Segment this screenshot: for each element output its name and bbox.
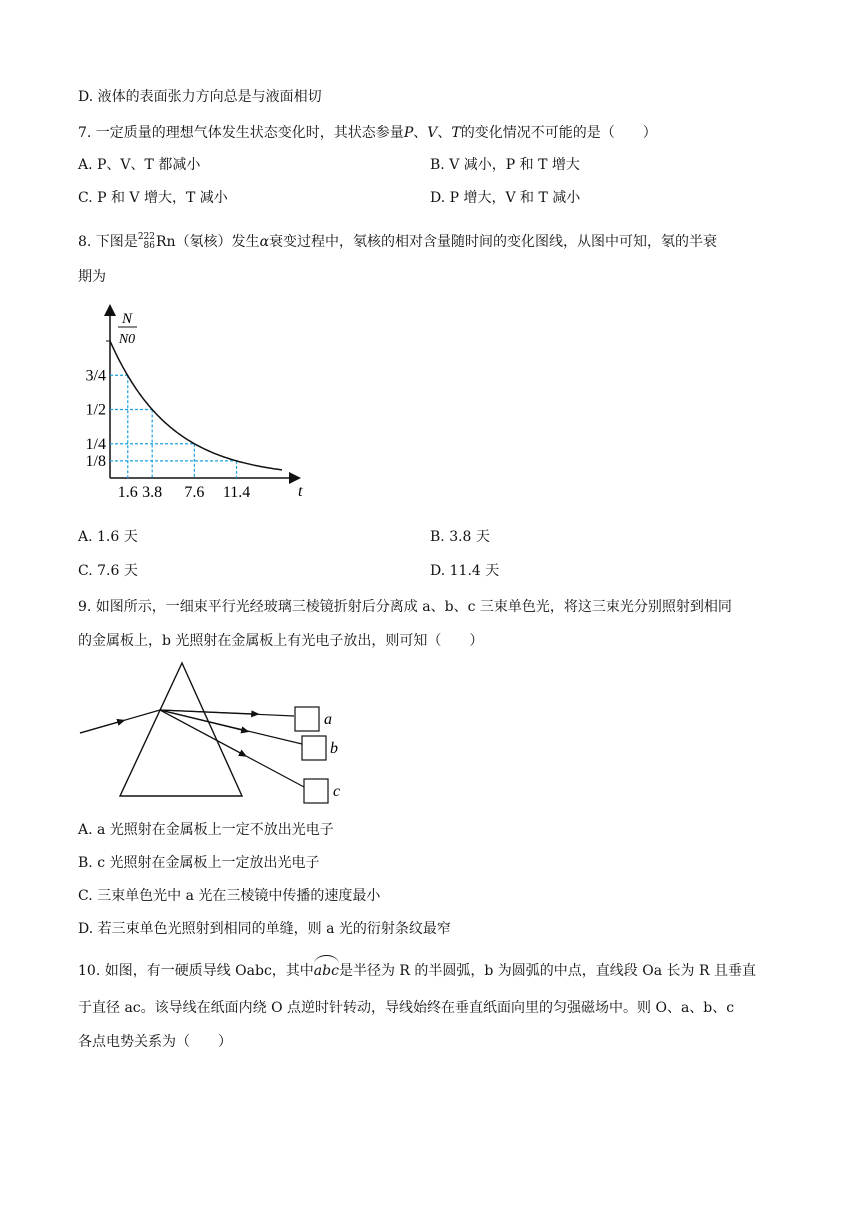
q7-stem-pre: 7. 一定质量的理想气体发生状态变化时，其状态参量 xyxy=(78,125,404,141)
prism xyxy=(120,663,242,796)
q7-stem xyxy=(78,123,657,143)
decay-curve xyxy=(110,341,282,470)
q8-mass-number: 222 xyxy=(137,232,155,242)
q10-stem-pre: 10. 如图，有一硬质导线 Oabc，其中 xyxy=(78,963,314,979)
label-c: c xyxy=(333,783,341,800)
q8-stem-pre: 8. 下图是 xyxy=(78,234,138,250)
y-tick-label: 1/8 xyxy=(85,452,106,470)
q9-option-b[interactable]: B. c 光照射在金属板上一定放出光电子 xyxy=(78,855,320,871)
prism-diagram xyxy=(76,655,366,810)
q7-option-b[interactable]: B. V 减小，P 和 T 增大 xyxy=(430,157,580,173)
x-axis-label: t xyxy=(298,483,303,500)
q7-var-p: P xyxy=(403,125,414,141)
x-tick-labels xyxy=(118,484,250,501)
q10-stem-line2: 于直径 ac。该导线在纸面内绕 O 点逆时针转动，导线始终在垂直纸面向里的匀强磁场中。则 O、a、b、c xyxy=(78,1000,735,1016)
x-tick-label: 3.8 xyxy=(142,484,163,501)
y-tick-label: 3/4 xyxy=(85,367,106,385)
q10-stem-line1 xyxy=(78,961,756,981)
decay-chart xyxy=(70,300,320,510)
guide-lines xyxy=(106,341,237,478)
metal-plate-a xyxy=(295,707,319,731)
q10-arc-label: abc xyxy=(313,963,339,979)
q8-atomic-number: 86 xyxy=(143,241,155,251)
q10-stem-post: 是半径为 R 的半圆弧，b 为圆弧的中点，直线段 Oa 长为 R 且垂直 xyxy=(338,963,756,979)
q8-nuclide-numbers xyxy=(138,233,155,251)
y-axis-label-den: N0 xyxy=(118,332,136,347)
q8-element: Rn xyxy=(156,234,176,250)
q9-stem-line1: 9. 如图所示，一细束平行光经玻璃三棱镜折射后分离成 a、b、c 三束单色光，将这三束光分别照射到相同 xyxy=(78,599,732,615)
x-tick-label: 1.6 xyxy=(117,484,138,501)
label-a: a xyxy=(324,711,332,728)
x-tick-label: 7.6 xyxy=(184,484,205,501)
q8-stem-mid: （氡核）发生 xyxy=(175,234,260,250)
q9-stem-line2: 的金属板上，b 光照射在金属板上有光电子放出，则可知（ ） xyxy=(78,633,484,649)
q10-stem-line3: 各点电势关系为（ ） xyxy=(78,1034,232,1050)
x-tick-label: 11.4 xyxy=(222,484,251,501)
q8-stem-post: 衰变过程中，氡核的相对含量随时间的变化图线，从图中可知，氡的半衰 xyxy=(269,234,718,250)
y-tick-label: 1/4 xyxy=(85,435,106,453)
metal-plate-b xyxy=(302,736,326,760)
q8-option-a[interactable]: A. 1.6 天 xyxy=(78,529,138,545)
q9-option-d[interactable]: D. 若三束单色光照射到相同的单缝，则 a 光的衍射条纹最窄 xyxy=(78,921,451,937)
metal-plate-c xyxy=(304,779,328,803)
q9-option-a[interactable]: A. a 光照射在金属板上一定不放出光电子 xyxy=(78,822,334,838)
q9-option-c[interactable]: C. 三束单色光中 a 光在三棱镜中传播的速度最小 xyxy=(78,888,381,904)
q7-sep2: 、 xyxy=(437,125,452,141)
y-tick-label: 1/2 xyxy=(85,401,106,419)
q7-option-a[interactable]: A. P、V、T 都减小 xyxy=(78,157,201,173)
q6-option-d: D. 液体的表面张力方向总是与液面相切 xyxy=(78,89,322,105)
incident-ray-arrow xyxy=(80,721,122,733)
q8-option-b[interactable]: B. 3.8 天 xyxy=(430,529,490,545)
y-axis-label-num: N xyxy=(121,311,133,327)
q8-stem xyxy=(78,232,717,252)
q8-stem-line2: 期为 xyxy=(78,269,106,285)
y-tick-labels xyxy=(86,367,106,470)
q7-var-t: T xyxy=(451,125,461,141)
q7-option-d[interactable]: D. P 增大，V 和 T 减小 xyxy=(430,190,581,206)
q7-stem-post: 的变化情况不可能的是（ ） xyxy=(460,125,657,141)
ray-c-arrow xyxy=(160,710,244,755)
q8-alpha: α xyxy=(259,234,270,250)
q8-option-c[interactable]: C. 7.6 天 xyxy=(78,563,138,579)
label-b: b xyxy=(330,740,338,757)
q7-option-c[interactable]: C. P 和 V 增大，T 减小 xyxy=(78,190,228,206)
q8-option-d[interactable]: D. 11.4 天 xyxy=(430,563,500,579)
q7-sep1: 、 xyxy=(413,125,428,141)
q7-var-v: V xyxy=(427,125,438,141)
